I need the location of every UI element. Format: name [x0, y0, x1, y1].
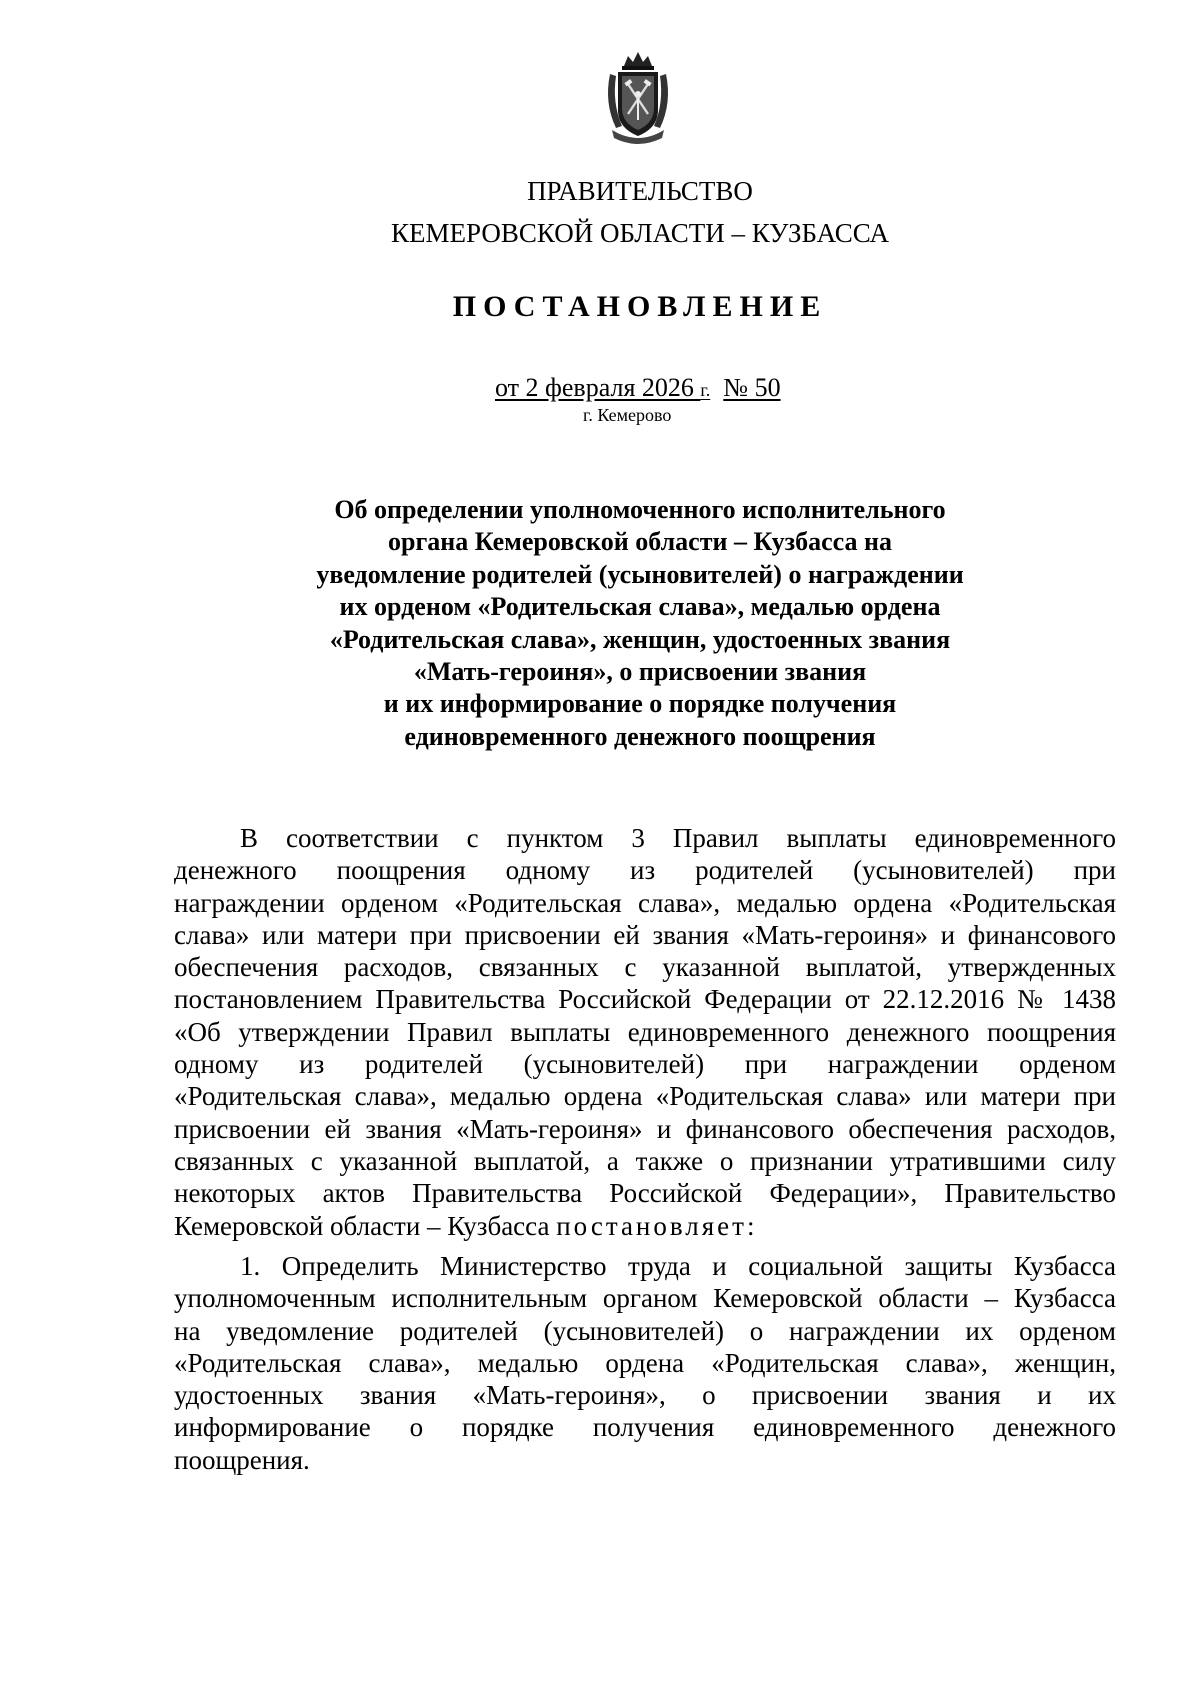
- text-line: информирование о порядке получения единовременного денежного: [174, 1412, 1116, 1443]
- text-line: постановлением Правительства Российской Федерации от 22.12.2016 № 1438: [174, 984, 1116, 1015]
- title-line: «Мать-героиня», о присвоении звания: [413, 657, 867, 687]
- year-suffix: г.: [700, 380, 711, 400]
- number-sign: №: [723, 373, 749, 402]
- resolution-prefix: Кемеровской области – Кузбасса: [174, 1210, 550, 1241]
- title-line: Об определении уполномоченного исполнительного: [334, 495, 946, 524]
- text-line: обеспечения расходов, связанных с указанной выплатой, утвержденных: [174, 952, 1116, 983]
- document-kind-heading: ПОСТАНОВЛЕНИЕ: [452, 290, 828, 323]
- text-line: награждении орденом «Родительская слава», медалью ордена «Родительская: [174, 887, 1116, 918]
- government-title-line1: ПРАВИТЕЛЬСТВО: [527, 176, 753, 206]
- title-line: и их информирование о порядке получения: [383, 689, 897, 719]
- text-line: одному из родителей (усыновителей) при награждении орденом: [174, 1049, 1116, 1080]
- title-line: их орденом «Родительская слава», медалью ордена: [339, 592, 941, 622]
- document-number: 50: [754, 373, 781, 402]
- title-line: единовременного денежного поощрения: [404, 721, 876, 751]
- text-line: В соответствии с пунктом 3 Правил выплаты единовременного: [240, 823, 1116, 853]
- date-from-label: от: [495, 373, 520, 402]
- preamble-paragraph: [174, 822, 1116, 1242]
- text-line: уполномоченным исполнительным органом Кемеровской области – Кузбасса: [174, 1283, 1116, 1314]
- text-line: присвоении ей звания «Мать-героиня» и финансового обеспечения расходов,: [174, 1113, 1116, 1144]
- document-date: 2 февраля 2026: [525, 373, 694, 402]
- text-line: «Об утверждении Правил выплаты единовременного денежного поощрения: [174, 1016, 1116, 1047]
- text-line: слава» или матери при присвоении ей звания «Мать-героиня» и финансового: [174, 919, 1116, 950]
- document-city: г. Кемерово: [583, 405, 672, 425]
- title-line: «Родительская слава», женщин, удостоенных звания: [329, 624, 951, 654]
- document-title: [270, 494, 1010, 753]
- text-line: некоторых актов Правительства Российской Федерации», Правительство: [174, 1178, 1116, 1209]
- text-line: поощрения.: [174, 1444, 310, 1475]
- government-title-line2: КЕМЕРОВСКОЙ ОБЛАСТИ – КУЗБАССА: [391, 218, 889, 248]
- text-line: денежного поощрения одному из родителей (усыновителей) при: [174, 855, 1116, 886]
- coat-of-arms-emblem: [602, 48, 674, 148]
- text-line: связанных с указанной выплатой, а также о признании утратившими силу: [174, 1145, 1116, 1176]
- text-line: «Родительская слава», медалью ордена «Родительская слава», женщин,: [174, 1347, 1116, 1378]
- text-line: 1. Определить Министерство труда и социальной защиты Кузбасса: [240, 1251, 1116, 1281]
- text-line: [174, 1210, 1116, 1242]
- clause-1-paragraph: [174, 1250, 1116, 1476]
- text-line: на уведомление родителей (усыновителей) о награждении их орденом: [174, 1315, 1116, 1346]
- text-line: «Родительская слава», медалью ордена «Родительская слава» или матери при: [174, 1081, 1116, 1112]
- title-line: органа Кемеровской области – Кузбасса на: [388, 527, 892, 557]
- text-line: удостоенных звания «Мать-героиня», о присвоении звания и их: [174, 1380, 1116, 1411]
- title-line: уведомление родителей (усыновителей) о награждении: [316, 559, 964, 589]
- resolution-verb: постановляет:: [556, 1210, 758, 1241]
